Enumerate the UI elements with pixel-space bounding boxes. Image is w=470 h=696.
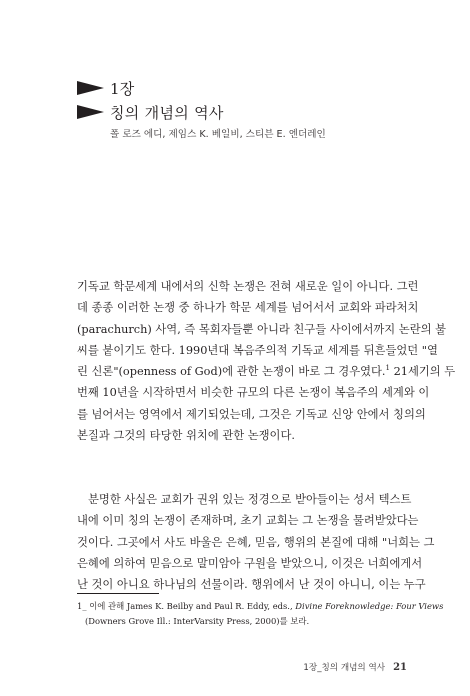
page-number: 21 [393, 662, 407, 673]
body-line: 분명한 사실은 교회가 권위 있는 정경으로 받아들이는 성서 텍스트 [88, 493, 412, 506]
running-head: 1장_칭의 개념의 역사 [303, 663, 386, 673]
body-line: 를 넘어서는 영역에서 제기되었는데, 그것은 기독교 신앙 안에서 칭의의 [77, 407, 426, 421]
page-footer [303, 661, 407, 673]
footnote-reference[interactable]: 1 [385, 364, 390, 373]
footnote-book-title: Divine Foreknowledge: Four Views [295, 601, 444, 611]
body-line: 데 종종 이러한 논쟁 중 하나가 학문 세계를 넘어서서 교회와 파라처치 [77, 301, 419, 315]
chapter-number-row [77, 78, 134, 98]
body-line: 내에 이미 칭의 논쟁이 존재하며, 초기 교회는 그 논쟁을 물려받았다는 [77, 514, 419, 528]
body-line: 씨를 붙이기도 한다. 1990년대 복음주의적 기독교 세계를 뒤흔들었던 "열 [77, 343, 438, 357]
body-line-with-footnote-ref [77, 361, 456, 382]
chapter-authors: 폴 로즈 에디, 제임스 K. 베일비, 스티븐 E. 엔더레인 [110, 129, 326, 140]
paragraph-1 [77, 276, 456, 446]
footnote-line-1 [77, 599, 444, 614]
body-line: 것이다. 그곳에서 사도 바울은 은혜, 믿음, 행위의 본질에 대해 "너희는 그 [77, 535, 435, 549]
paragraph-2 [77, 489, 435, 595]
body-line: 난 것이 아니요 하나님의 선물이라. 행위에서 난 것이 아니니, 이는 누구 [77, 578, 426, 592]
chapter-title-row [77, 102, 224, 122]
footnote-marker: 1_ [77, 601, 87, 611]
footnote-divider [77, 593, 159, 594]
triangle-marker-icon [77, 81, 104, 95]
triangle-marker-icon [77, 105, 104, 119]
body-line-tail: 21세기의 두 [390, 365, 456, 379]
footnote-text: 이에 관해 James K. Beilby and Paul R. Eddy, eds., [86, 601, 296, 611]
chapter-title: 칭의 개념의 역사 [110, 103, 224, 122]
chapter-number: 1장 [110, 79, 135, 98]
footnote-line-2: (Downers Grove Ill.: InterVarsity Press, 2000)를 보라. [85, 616, 310, 626]
footnote [77, 599, 444, 629]
body-line: (parachurch) 사역, 즉 목회자들뿐 아니라 친구들 사이에서까지 논란의 불 [77, 322, 447, 336]
body-line: 은혜에 의하여 믿음으로 말미암아 구원을 받았으니, 이것은 너희에게서 [77, 556, 423, 570]
body-line-text: 린 신론"(openness of God)에 관한 논쟁이 바로 그 경우였다. [77, 365, 386, 379]
body-line: 번째 10년을 시작하면서 비슷한 규모의 다른 논쟁이 복음주의 세계와 이 [77, 386, 430, 400]
body-line: 기독교 학문세계 내에서의 신학 논쟁은 전혀 새로운 일이 아니다. 그런 [77, 280, 419, 293]
body-line: 본질과 그것의 타당한 위치에 관한 논쟁이다. [77, 429, 295, 443]
